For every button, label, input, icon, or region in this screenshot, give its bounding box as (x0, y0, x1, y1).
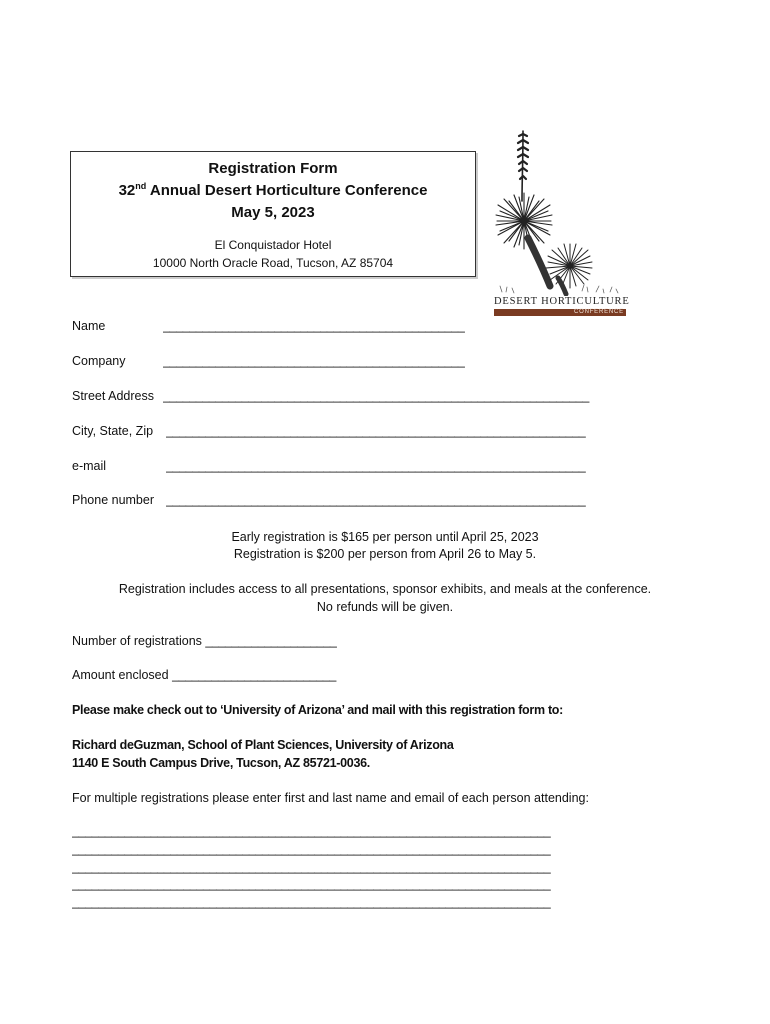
regular-registration-text: Registration is $200 per person from April 26 to May 5. (233, 547, 537, 561)
number-of-registrations-field[interactable]: ____________________ (205, 634, 337, 648)
conference-ordinal-suffix: nd (135, 181, 147, 191)
multiple-registrations-instruction: For multiple registrations please enter first and last name and email of each person attending: (72, 791, 589, 805)
venue-name: El Conquistador Hotel (214, 238, 332, 252)
email-field[interactable]: ________________________________________________________________ (166, 459, 586, 473)
logo-subtitle: CONFERENCE (573, 309, 624, 315)
city-state-zip-label: City, State, Zip (72, 424, 154, 438)
attendee-line[interactable]: _________________________________________________________________________ (72, 895, 551, 909)
registration-includes-text: Registration includes access to all presentations, sponsor exhibits, and meals at the conference. (118, 582, 652, 596)
number-of-registrations-label: Number of registrations (72, 634, 202, 648)
amount-enclosed-field[interactable]: _________________________ (172, 668, 336, 682)
form-title: Registration Form (208, 160, 338, 177)
phone-number-label: Phone number (72, 493, 155, 507)
recipient-name: Richard deGuzman, School of Plant Sciences, University of Arizona (72, 738, 454, 752)
street-address-label: Street Address (72, 389, 154, 403)
phone-number-field[interactable]: ________________________________________________________________ (166, 493, 586, 507)
conference-name (71, 180, 475, 202)
attendee-line[interactable]: _________________________________________________________________________ (72, 842, 551, 856)
attendee-line[interactable]: _________________________________________________________________________ (72, 860, 551, 874)
attendee-line[interactable]: _________________________________________________________________________ (72, 877, 551, 891)
name-field[interactable]: ______________________________________________ (163, 319, 465, 333)
header-box (70, 151, 476, 277)
company-label: Company (72, 354, 126, 368)
payment-instruction: Please make check out to ‘University of Arizona’ and mail with this registration form to: (72, 703, 564, 717)
desert-horticulture-logo (492, 126, 628, 318)
conference-date: May 5, 2023 (231, 204, 315, 221)
logo-wordmark: DESERT HORTICULTURE (494, 296, 630, 307)
refund-policy-text: No refunds will be given. (316, 600, 454, 614)
yucca-plant-illustration (492, 126, 628, 296)
number-of-registrations (72, 632, 336, 650)
conference-ordinal-number: 32 (118, 182, 136, 199)
name-label: Name (72, 319, 106, 333)
recipient-address: 1140 E South Campus Drive, Tucson, AZ 85721-0036. (72, 756, 370, 770)
attendee-line[interactable]: _________________________________________________________________________ (72, 824, 551, 838)
street-address-field[interactable]: _________________________________________________________________ (163, 389, 589, 403)
company-field[interactable]: ______________________________________________ (163, 354, 465, 368)
amount-enclosed (72, 666, 336, 684)
early-registration-text: Early registration is $165 per person until April 25, 2023 (231, 530, 539, 544)
amount-enclosed-label: Amount enclosed (72, 668, 169, 682)
email-label: e-mail (72, 459, 107, 473)
venue-address: 10000 North Oracle Road, Tucson, AZ 85704 (152, 256, 394, 270)
conference-title: Annual Desert Horticulture Conference (149, 182, 428, 199)
city-state-zip-field[interactable]: ________________________________________________________________ (166, 424, 586, 438)
